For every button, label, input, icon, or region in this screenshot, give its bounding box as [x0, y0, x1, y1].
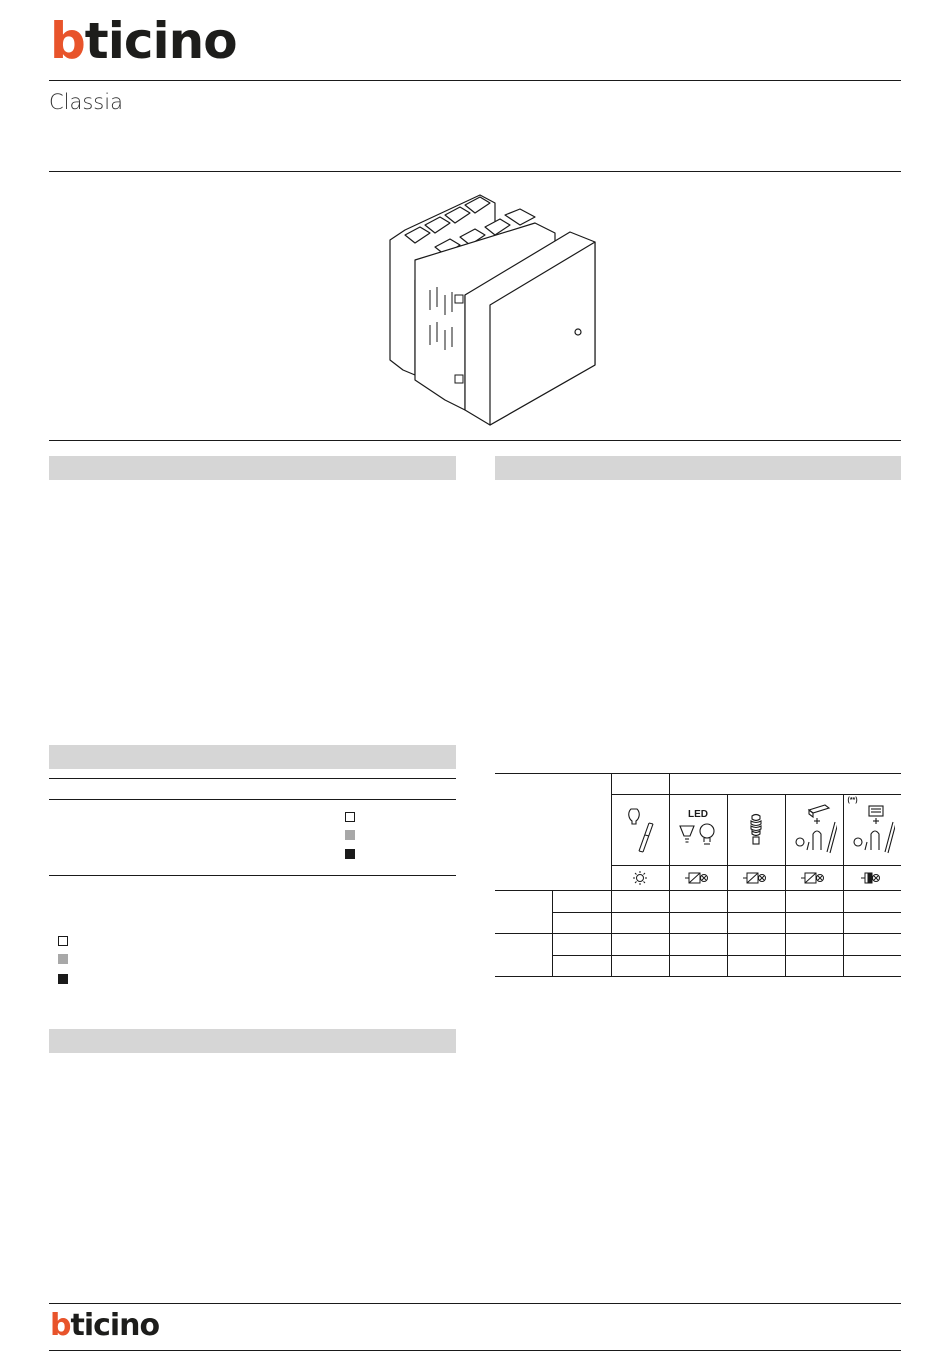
row-1-cell [785, 891, 843, 913]
row-3-cell [611, 934, 669, 956]
row-3-cell [669, 934, 727, 956]
table-group-cell-2 [669, 774, 901, 795]
row-3-cell [727, 934, 785, 956]
symbol-cell-cfl [727, 865, 785, 890]
footer-top-divider [49, 1303, 901, 1304]
left-section-bar-2 [49, 745, 456, 769]
load-icon-cell-electronic [785, 795, 843, 865]
symbol-cell-resistive [611, 865, 669, 890]
load-icon-cell-led [669, 795, 727, 865]
table-corner-cell [495, 774, 611, 891]
logo-letter-b: b [50, 12, 85, 70]
row-2-cell [727, 912, 785, 934]
starred-marker: (**) [847, 797, 858, 805]
led-bulb-icon [676, 822, 720, 850]
finish-black-square [345, 849, 355, 859]
led-label: LED [688, 809, 708, 821]
left-section-bar-1 [49, 456, 456, 480]
legend-black-square [58, 974, 68, 984]
brand-logo [50, 12, 237, 70]
load-icon-cell-ferromagnetic [843, 795, 901, 865]
row-4-cell [669, 955, 727, 977]
row-group-2-label [495, 934, 552, 977]
status-led-icon [575, 329, 581, 335]
table-group-cell-1 [611, 774, 669, 795]
product-name: Classia [49, 90, 123, 114]
electronic-transformer-fluorescent-icon [791, 804, 837, 856]
row-1-cell [843, 891, 901, 913]
row-4-label [552, 955, 611, 977]
product-image [385, 185, 600, 430]
row-4-cell [843, 955, 901, 977]
footer-logo-text: ticino [70, 1308, 160, 1343]
load-types-table [495, 773, 901, 977]
symbol-cell-electronic [785, 865, 843, 890]
left-section-bar-3 [49, 1029, 456, 1053]
ferromagnetic-transformer-fluorescent-icon [849, 804, 895, 856]
row-2-cell [843, 912, 901, 934]
load-icon-cell-cfl [727, 795, 785, 865]
finish-white-square [345, 812, 355, 822]
electronic-driver-symbol-icon [801, 871, 827, 885]
logo-text: ticino [84, 12, 237, 70]
electronic-driver-symbol-icon [685, 871, 711, 885]
image-top-divider [49, 171, 901, 172]
versions-subheader-line [49, 799, 456, 800]
image-bottom-divider [49, 440, 901, 441]
row-1-label [552, 891, 611, 913]
row-2-cell [669, 912, 727, 934]
footer-bottom-divider [49, 1350, 901, 1351]
row-3-cell [785, 934, 843, 956]
row-1-cell [611, 891, 669, 913]
row-1-cell [727, 891, 785, 913]
row-1-cell [669, 891, 727, 913]
finish-grey-square [345, 830, 355, 840]
row-3-cell [843, 934, 901, 956]
row-3-label [552, 934, 611, 956]
footer-logo-letter-b: b [50, 1308, 71, 1343]
row-4-cell [727, 955, 785, 977]
symbol-cell-led [669, 865, 727, 890]
header-divider [49, 80, 901, 81]
compact-fluorescent-bulb-icon [746, 812, 766, 848]
symbol-cell-ferromagnetic [843, 865, 901, 890]
versions-header-line [49, 778, 456, 779]
incandescent-halogen-bulb-icon [625, 805, 655, 855]
resistive-load-symbol-icon [631, 870, 649, 886]
versions-bottom-line [49, 875, 456, 876]
row-2-cell [611, 912, 669, 934]
row-2-cell [785, 912, 843, 934]
row-4-cell [785, 955, 843, 977]
electronic-driver-symbol-icon [743, 871, 769, 885]
legend-grey-square [58, 954, 68, 964]
load-icon-cell-halogen [611, 795, 669, 865]
row-4-cell [611, 955, 669, 977]
footer-brand-logo [50, 1308, 160, 1343]
row-group-1-label [495, 891, 552, 934]
legend-white-square [58, 936, 68, 946]
row-2-label [552, 912, 611, 934]
ferromagnetic-driver-symbol-icon [861, 871, 883, 885]
right-section-bar-1 [495, 456, 901, 480]
